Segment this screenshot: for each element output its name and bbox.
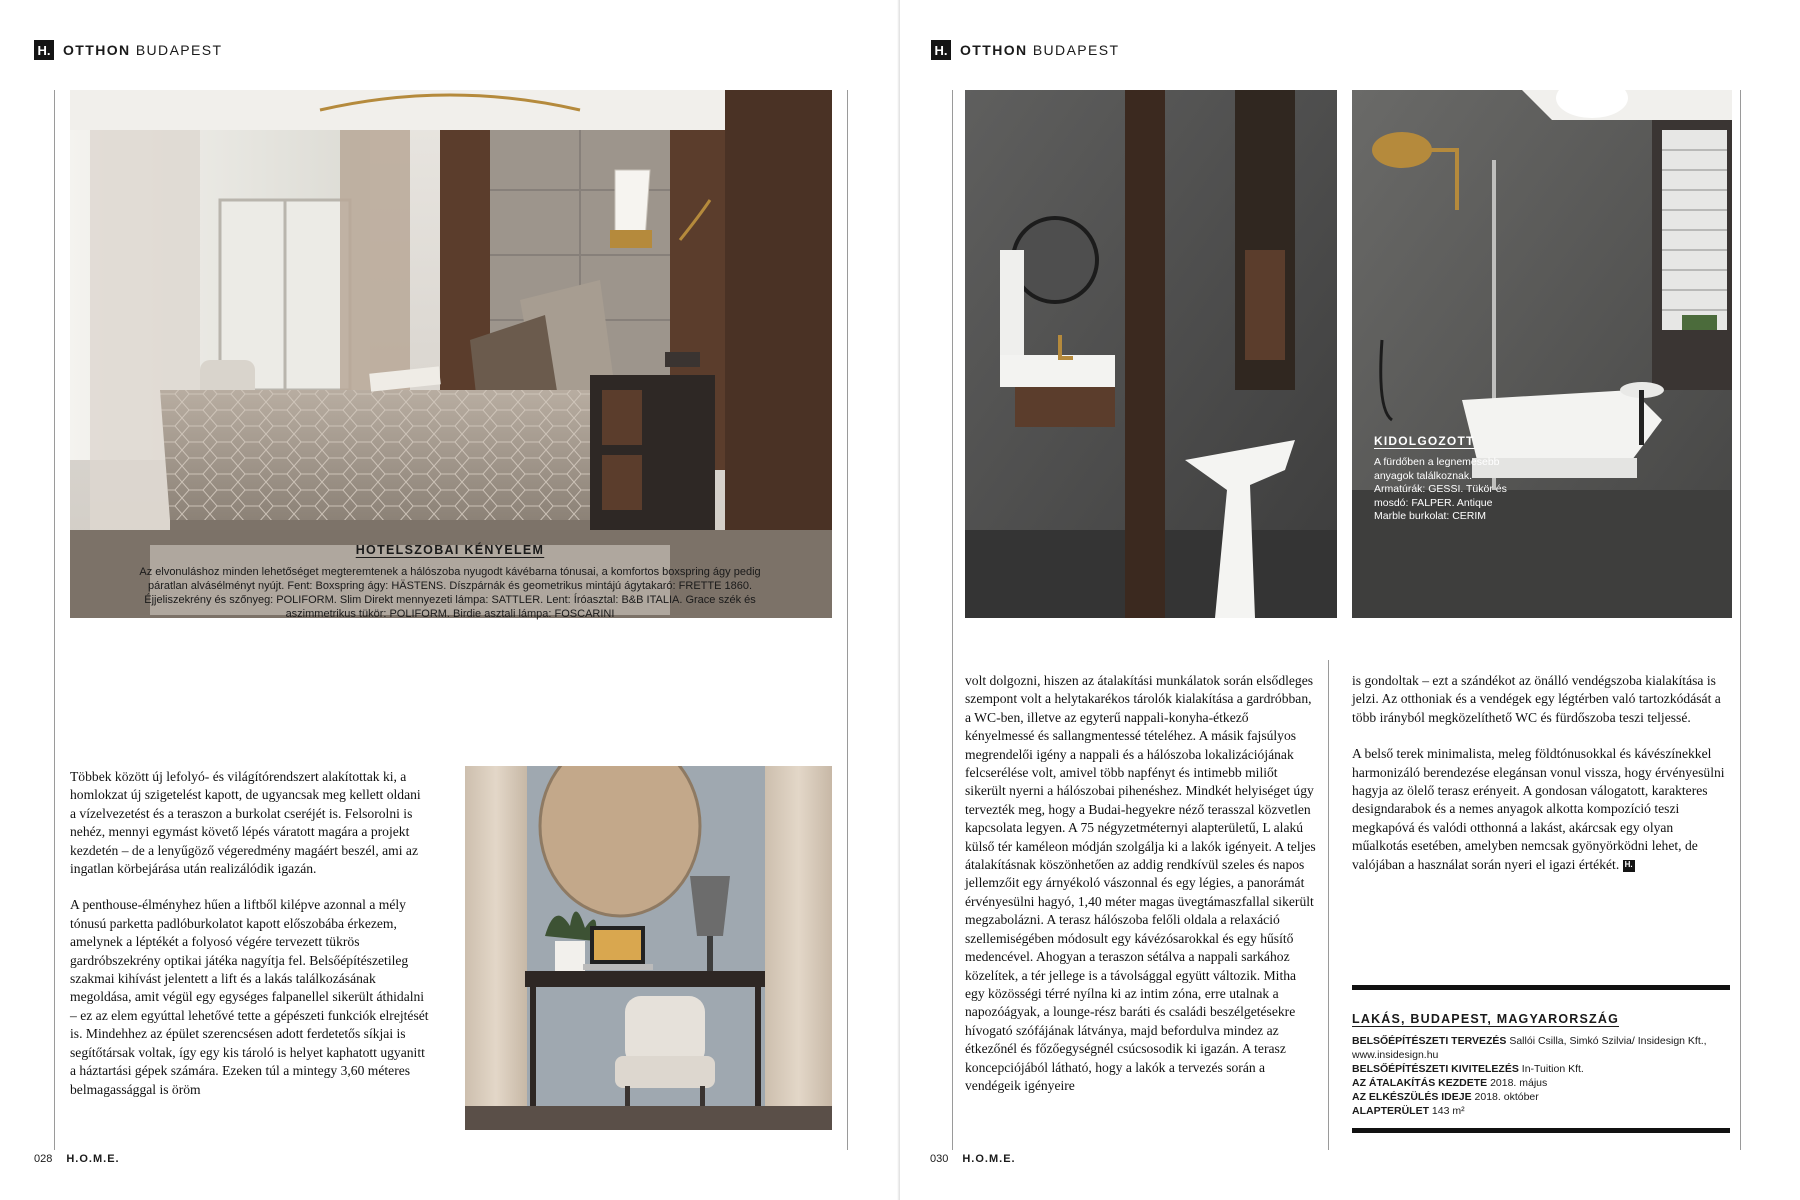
article-paragraph [1352, 745, 1730, 874]
right-page [900, 0, 1800, 1200]
info-row [1352, 1090, 1730, 1104]
footer-brand: H.O.M.E. [66, 1153, 120, 1165]
info-value: In-Tuition Kft. [1521, 1063, 1584, 1075]
article-column [70, 768, 430, 1099]
info-key: AZ ÁTALAKÍTÁS KEZDETE [1352, 1077, 1488, 1089]
bathroom-illustration [1352, 90, 1732, 618]
info-value: 2018. május [1490, 1077, 1548, 1089]
article-column [1352, 672, 1730, 874]
section-header [931, 40, 1119, 60]
column-rule [54, 90, 55, 1150]
wc-photo [965, 90, 1337, 618]
section-header [34, 40, 222, 60]
wc-illustration [965, 90, 1337, 618]
article-paragraph: is gondoltak – ezt a szándékot az önálló vendégszoba kialakítása is jelzi. Az otthoniak és a vendégek egy légtérben való tartozkódását a több irányból megközelíthető WC és fürdőszoba teszi teljessé. [1352, 673, 1721, 725]
info-title: LAKÁS, BUDAPEST, MAGYARORSZÁG [1352, 1012, 1619, 1026]
article-column [965, 672, 1317, 1095]
info-divider [1352, 985, 1730, 990]
section-name: OTTHON [960, 42, 1028, 58]
bedroom-caption [135, 543, 765, 621]
column-rule [1328, 660, 1329, 1150]
caption-text: Az elvonuláshoz minden lehetőséget megteremtenek a hálószoba nyugodt kávébarna tónusai, a komfortos boxspring ágy pedig páratlan alvásélményt nyújt. Fent: Boxspring ágy: HÄSTENS. Díszpárnák és geometrikus mintájú ágytakaró: FRETTE 1860. Éjjeliszekrény és szőnyeg: POLIFORM. Slim Direkt mennyezeti lámpa: SATTLER. Lent: Íróasztal: B&B ITALIA. Grace szék és aszimmetrikus tükör: POLIFORM. Birdie asztali lámpa: FOSCARINI [139, 566, 761, 620]
desk-photo [465, 766, 832, 1130]
caption-title: HOTELSZOBAI KÉNYELEM [355, 543, 545, 557]
info-row [1352, 1104, 1730, 1118]
column-rule [1740, 90, 1741, 1150]
project-info-box [1352, 985, 1730, 1133]
info-key: ALAPTERÜLET [1352, 1105, 1429, 1117]
article-paragraph-text: A belső terek minimalista, meleg földtónusokkal és kávészínekkel harmonizáló berendezése elegánsan vonul vissza, hogy érvényesülni hagyja az ölelő terasz erényeit. A gondosan válogatott, karakteres designdarabok és a nemes anyagok alkotta kompozíció teszi megkapóvá és valódi otthonná a lakást, akárcsak egy olyan műalkotás esetében, amelyben nemcsak gyönyörködni lehet, de valójában a használat során nyeri el igazi értékét. [1352, 746, 1725, 872]
caption-title: KIDOLGOZOTT [1374, 434, 1475, 448]
info-key: AZ ELKÉSZÜLÉS IDEJE [1352, 1091, 1472, 1103]
section-city: BUDAPEST [1032, 42, 1120, 58]
magazine-logo: H. [931, 40, 951, 60]
caption-text: A fürdőben a legnemesebb anyagok találkoznak. Armatúrák: GESSI. Tükör és mosdó: FALPER. Antique Marble burkolat: CERIM [1374, 456, 1507, 522]
page-number: 030 [930, 1153, 949, 1165]
bathroom-photo [1352, 90, 1732, 618]
info-key: BELSŐÉPÍTÉSZETI TERVEZÉS [1352, 1035, 1507, 1047]
info-value: 2018. október [1474, 1091, 1539, 1103]
info-row [1352, 1034, 1730, 1062]
info-value: Sallói Csilla, Simkó Szilvia/ Insidesign Kft., www.insidesign.hu [1352, 1035, 1707, 1061]
info-divider [1352, 1128, 1730, 1133]
page-number: 028 [34, 1153, 53, 1165]
page-footer [930, 1153, 1016, 1165]
info-row [1352, 1076, 1730, 1090]
bedroom-illustration [70, 90, 832, 618]
bathroom-caption [1374, 434, 1514, 524]
article-paragraph: A penthouse-élményhez hűen a liftből kilépve azonnal a mély tónusú parketta padlóburkolatot kapott előszobába érkezem, amelynek a léptékét a folyosó végére tervezett tükrös gardróbszekrény optikai játéka nagyítja fel. Belsőépítészetileg szakmai kihívást jelentett a lift és a lakás találkozásának megoldása, amit végül egy egységes falpanellel sikerült áthidalni – ez az elem egyúttal lehetővé tette a gépészeti funkciók elrejtését is. Mindehhez az épület szerencsésen adott ferdetetős síkjai is segítőtársak voltak, így egy kis tároló is helyet kaphatott ugyanitt a háztartási gépek számára. Ezeken túl a mintegy 3,60 méteres belmagassággal is öröm [70, 897, 429, 1097]
section-name: OTTHON [63, 42, 131, 58]
info-row [1352, 1062, 1730, 1076]
column-rule [952, 90, 953, 1150]
info-value: 143 m² [1431, 1105, 1465, 1117]
magazine-logo: H. [34, 40, 54, 60]
section-city: BUDAPEST [135, 42, 223, 58]
end-mark-icon: H. [1623, 860, 1635, 872]
article-paragraph: Többek között új lefolyó- és világítórendszert alakítottak ki, a homlokzat új szigetelést kapott, de ugyancsak meg kellett oldani a vízelvezetést és a teraszon a burkolat cseréjét is. Felsorolni is nehéz, mennyi egymást követő lépés váratott magára a projekt kezdetén – de a lenyűgöző végeredmény magáért beszél, ami az ingatlan körbejárása után realizálódik igazán. [70, 769, 421, 877]
article-paragraph: volt dolgozni, hiszen az átalakítási munkálatok során elsődleges szempont volt a helytakarékos tárolók kialakítása a gardróbban, a WC-ben, illetve az egyterű nappali-konyha-étkező kényelmessé és sallangmentessé tételéhez. A másik fajsúlyos megrendelői igény a nappali és a hálószoba lokalizációjának felcserélése volt, amivel több napfényt és intimebb miliőt sikerült nyerni a hálószobai pihenéshez. Mindkét helyiséget úgy tervezték meg, hogy a Budai-hegyekre néző terasszal közvetlen kapcsolata legyen. A 75 négyzetméternyi alapterületű, L alakú külső tér kaméleon módján szolgálja ki a lakók igényeit. A teljes átalakításnak köszönhetően az addig rendkívül szeles és napos jellemzőit egy árnyékoló vászonnal és egy légies, a panorámát érvényesülni hagyó, 1,40 méter magas üvegtámaszfallal sikerült megzabolázni. A terasz hálószoba felőli oldala a relaxáció szellemiségében módosult egy kávézósarokkal és egy hűsítő medencével. Ahogyan a teraszon sétálva a nappali sarkához közelítek, a tér jellege is a távolsággal együtt változik. Mitha egy közösségi térré nyílna ki az intim zóna, erre utalnak a napozóágyak, a lounge-rész baráti és családi beszélgetésekre hívogató szófájának látványa, majd befordulva mindez az étkezőnél és főzőegységnél csúcsosodik ki igazán. A terasz koncepciójából látható, hogy a lakók a tervezés során a vendégeik igényeire [965, 673, 1316, 1093]
info-key: BELSŐÉPÍTÉSZETI KIVITELEZÉS [1352, 1063, 1519, 1075]
desk-illustration [465, 766, 832, 1130]
info-rows [1352, 1034, 1730, 1118]
footer-brand: H.O.M.E. [962, 1153, 1016, 1165]
column-rule [847, 90, 848, 1150]
bedroom-photo [70, 90, 832, 618]
page-footer [34, 1153, 120, 1165]
